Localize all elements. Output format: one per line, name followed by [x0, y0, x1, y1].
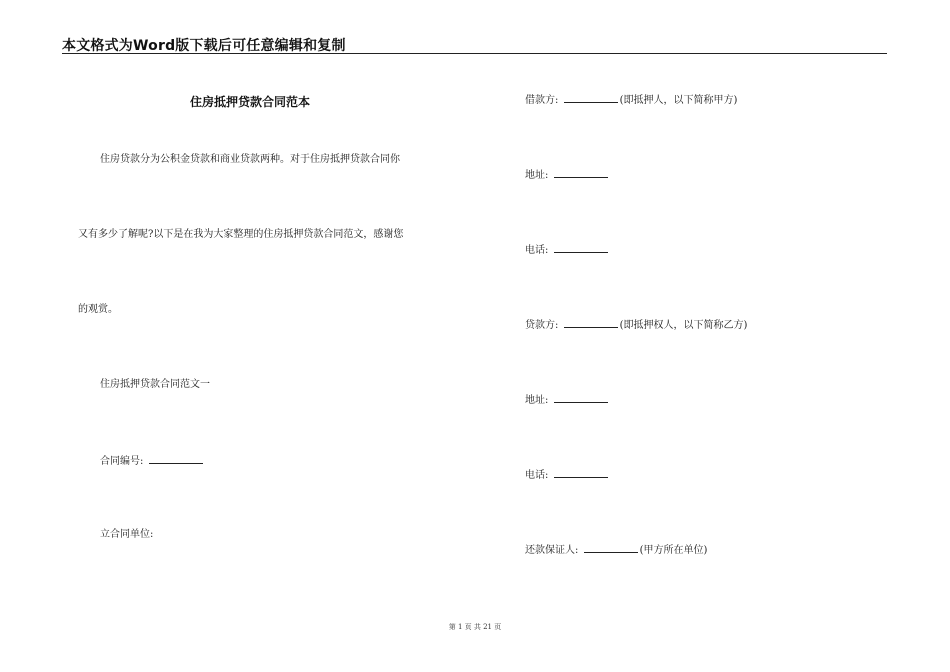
lender-blank [564, 318, 618, 328]
lender-label: 贷款方: [525, 320, 559, 331]
lender-phone-label: 电话: [525, 470, 549, 481]
parties-label: 立合同单位: [100, 529, 154, 540]
borrower-phone-label: 电话: [525, 245, 549, 256]
borrower-address-blank [554, 168, 608, 178]
borrower-blank [564, 93, 618, 103]
borrower-phone-row [525, 243, 610, 257]
header-divider [62, 53, 887, 54]
page-number-footer: 第 1 页 共 21 页 [448, 623, 502, 631]
guarantor-row [525, 543, 707, 557]
contract-number-blank [149, 454, 203, 464]
lender-address-label: 地址: [525, 395, 549, 406]
lender-address-row [525, 393, 610, 407]
contract-number-row [100, 454, 205, 468]
intro-line-1: 住房贷款分为公积金贷款和商业贷款两种。对于住房抵押贷款合同你 [100, 154, 400, 165]
document-header-banner: 本文格式为Word版下载后可任意编辑和复制 [62, 38, 346, 54]
borrower-address-row [525, 168, 610, 182]
lender-address-blank [554, 393, 608, 403]
guarantor-blank [584, 543, 638, 553]
guarantor-note: (甲方所在单位) [639, 545, 708, 556]
document-title: 住房抵押贷款合同范本 [190, 95, 311, 109]
lender-phone-blank [554, 468, 608, 478]
borrower-row [525, 93, 737, 107]
guarantor-label: 还款保证人: [525, 545, 579, 556]
borrower-address-label: 地址: [525, 170, 549, 181]
section-heading: 住房抵押贷款合同范文一 [100, 379, 210, 390]
lender-phone-row [525, 468, 610, 482]
intro-line-3: 的观赏。 [78, 304, 118, 315]
lender-note: (即抵押权人，以下简称乙方) [619, 320, 748, 331]
borrower-label: 借款方: [525, 95, 559, 106]
borrower-phone-blank [554, 243, 608, 253]
contract-number-label: 合同编号: [100, 456, 144, 467]
lender-row [525, 318, 747, 332]
intro-line-2: 又有多少了解呢?以下是在我为大家整理的住房抵押贷款合同范文，感谢您 [78, 229, 404, 240]
borrower-note: (即抵押人，以下简称甲方) [619, 95, 738, 106]
